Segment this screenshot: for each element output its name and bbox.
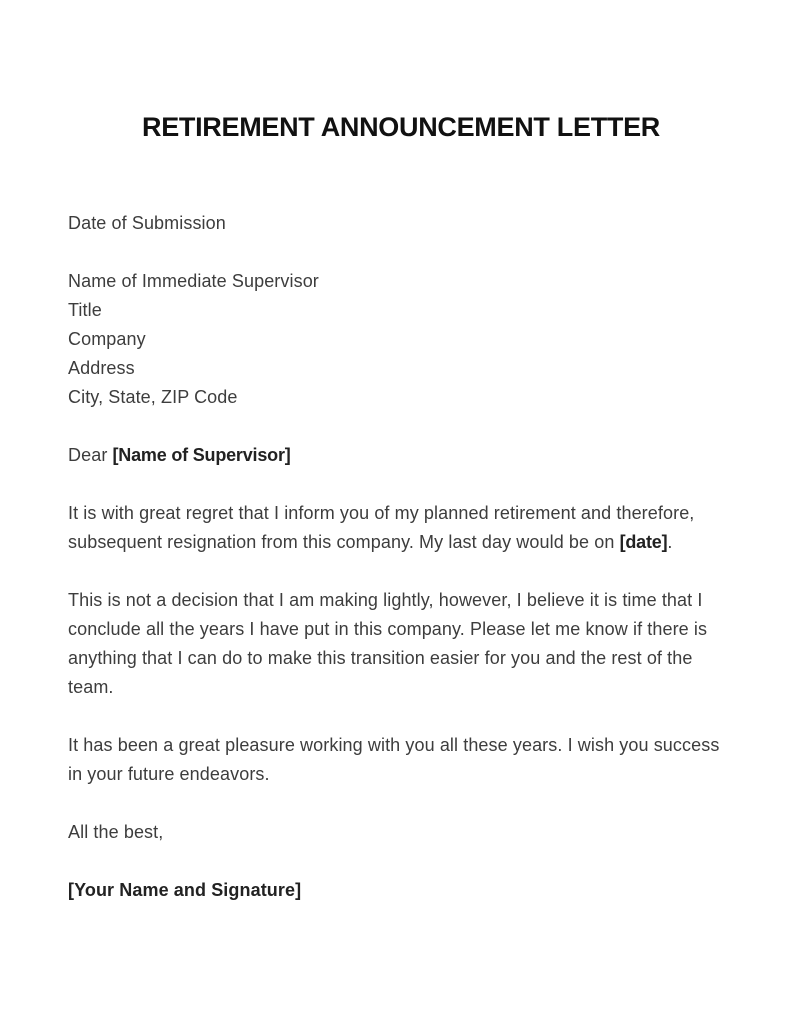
- recipient-address-block: [68, 267, 734, 412]
- signature-placeholder: [Your Name and Signature]: [68, 880, 302, 900]
- paragraph-3-text: It has been a great pleasure working with you all these years. I wish you success in your future endeavors.: [68, 735, 720, 784]
- recipient-address-line: Address: [68, 358, 135, 378]
- recipient-city-state-zip-line: City, State, ZIP Code: [68, 387, 238, 407]
- recipient-title-line: Title: [68, 300, 102, 320]
- body-paragraph-1: [68, 499, 734, 557]
- letter-body: [0, 112, 800, 905]
- paragraph-1-period: .: [667, 532, 673, 552]
- body-paragraph-2: [68, 586, 734, 702]
- document-title: RETIREMENT ANNOUNCEMENT LETTER: [142, 112, 660, 142]
- closing-line: All the best,: [68, 822, 164, 842]
- salutation-prefix: Dear: [68, 445, 113, 465]
- paragraph-2-text: This is not a decision that I am making lightly, however, I believe it is time that I conclude all the years I have put in this company. Please let me know if there is anything that I can do to make this transition easier for you and the rest of the team.: [68, 590, 708, 697]
- salutation-placeholder: [Name of Supervisor]: [112, 445, 291, 465]
- recipient-company-line: Company: [68, 329, 146, 349]
- paragraph-1-text: It is with great regret that I inform you of my planned retirement and therefore, subsequent resignation from this company. My last day would be on: [68, 503, 695, 552]
- salutation: [68, 441, 734, 470]
- body-paragraph-3: [68, 731, 734, 789]
- recipient-name-line: Name of Immediate Supervisor: [68, 271, 319, 291]
- date-placeholder: [date]: [619, 532, 668, 552]
- date-of-submission-line: Date of Submission: [68, 213, 226, 233]
